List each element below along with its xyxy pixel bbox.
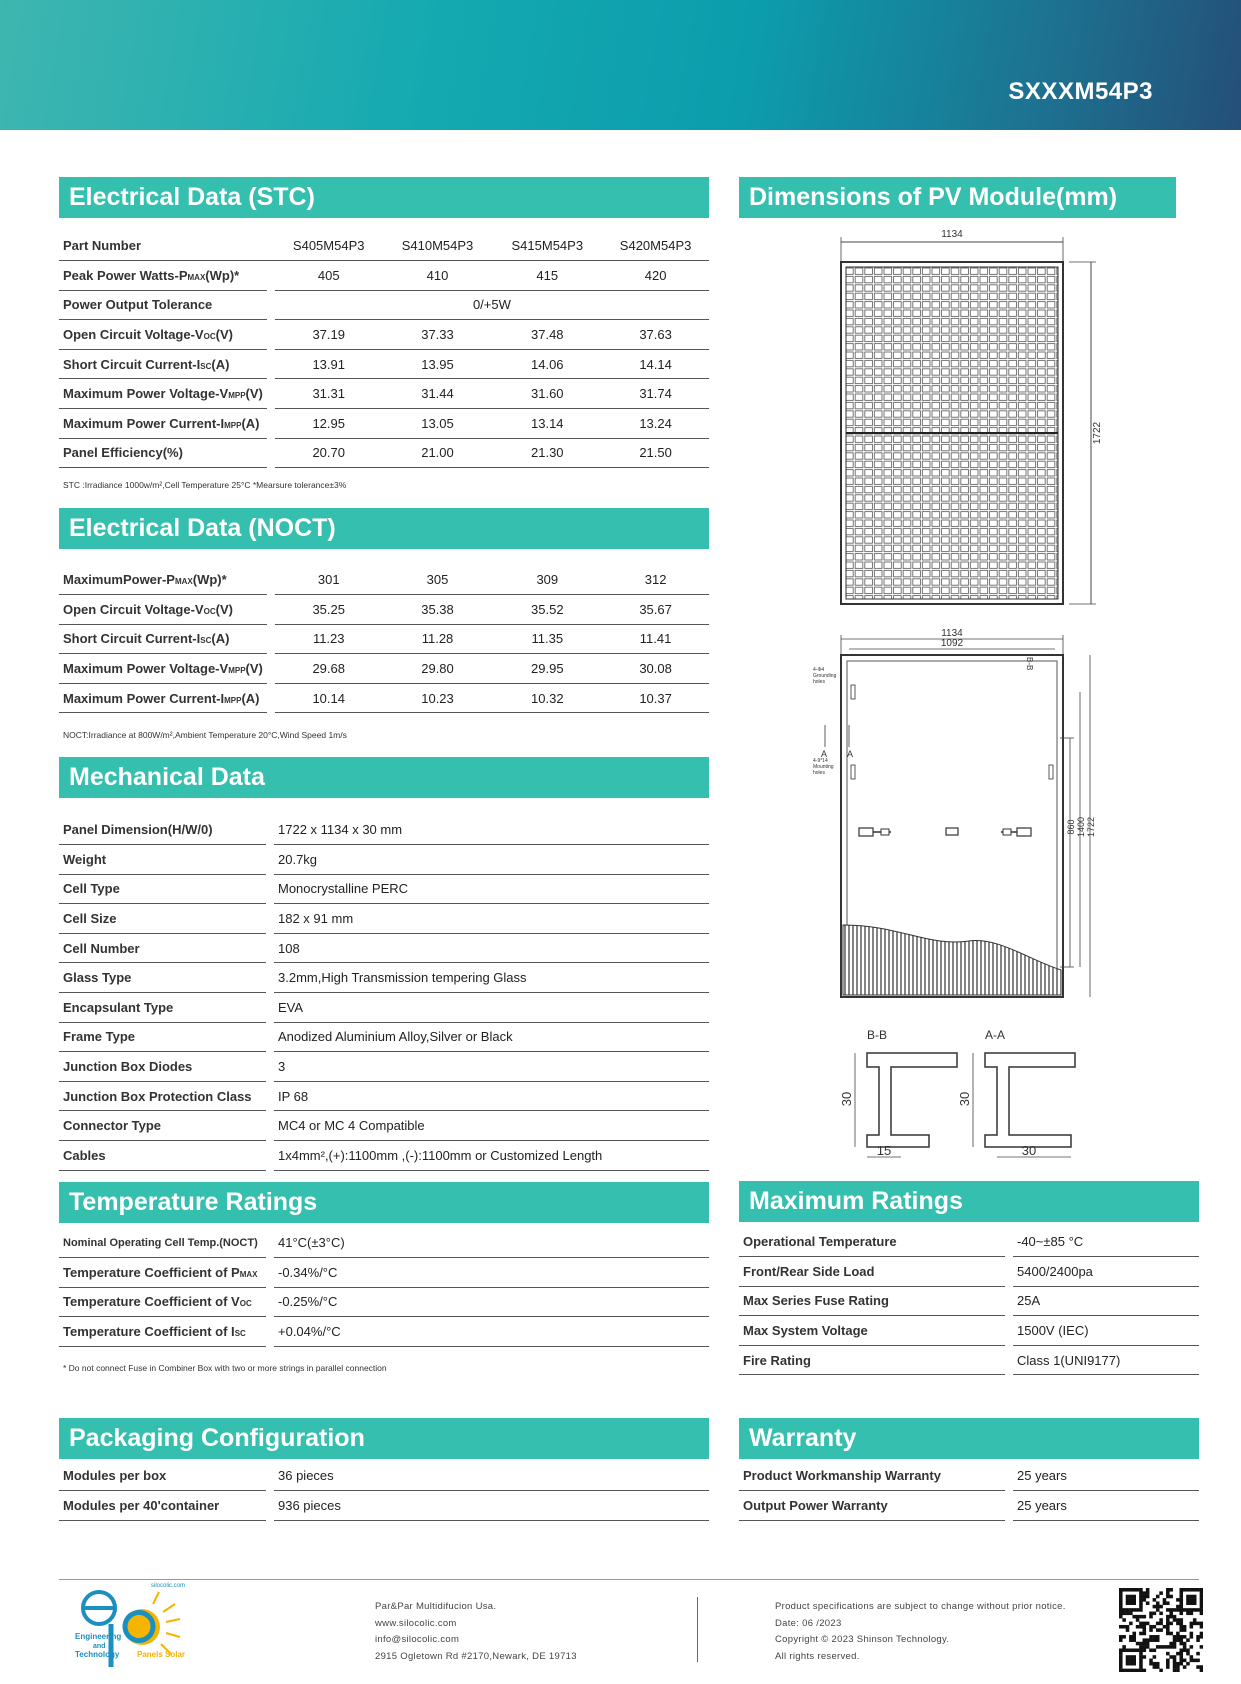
row-label <box>739 1316 1005 1346</box>
table-cell: 31.60 <box>492 379 602 409</box>
row-label-text: Glass Type <box>63 970 132 986</box>
noct-row <box>59 624 709 654</box>
mechanical-row <box>59 1111 709 1141</box>
table-cell: 305 <box>383 565 493 595</box>
row-label-subscript: MPP <box>224 695 242 705</box>
merged-value: 0/+5W <box>275 290 709 320</box>
table-cell: 37.19 <box>275 320 383 350</box>
table-cell: 35.52 <box>492 595 602 625</box>
max_ratings-row <box>739 1345 1199 1375</box>
mechanical-row <box>59 845 709 875</box>
row-label-text: Junction Box Diodes <box>63 1059 193 1075</box>
row-label <box>59 845 266 875</box>
rear-width-label: 1134 <box>941 628 963 639</box>
row-label <box>59 683 267 713</box>
noct-table <box>59 565 709 713</box>
row-value: 1500V (IEC) <box>1013 1316 1199 1346</box>
row-label-suffix: (A) <box>241 415 260 431</box>
max_ratings-row <box>739 1316 1199 1346</box>
mechanical-row <box>59 1052 709 1082</box>
row-label-text: Cell Type <box>63 881 120 897</box>
temperature-row <box>59 1228 709 1258</box>
stc-row <box>59 320 709 350</box>
row-label-text: Operational Temperature <box>743 1234 897 1250</box>
table-cell: 13.14 <box>492 409 602 439</box>
row-value: 1722 x 1134 x 30 mm <box>274 815 709 845</box>
row-label-text: Junction Box Protection Class <box>63 1088 252 1104</box>
table-cell: 29.68 <box>275 654 383 684</box>
rear-height-860: 860 <box>1066 819 1076 835</box>
section-a-left: A <box>821 749 828 759</box>
row-label-subscript: SC <box>200 636 212 646</box>
rear-height-1722: 1722 <box>1086 816 1096 838</box>
stc-row <box>59 409 709 439</box>
row-label-text: Cables <box>63 1147 106 1163</box>
row-value: 20.7kg <box>274 845 709 875</box>
row-label-text: Panel Dimension(H/W/0) <box>63 822 213 838</box>
row-label-suffix: (V) <box>245 661 263 677</box>
stc-note: STC :Irradiance 1000w/m²,Cell Temperature 25°C *Mearsure tolerance±3% <box>63 480 347 490</box>
row-label-text: Modules per 40'container <box>63 1497 220 1513</box>
table-cell: 11.41 <box>602 624 709 654</box>
table-cell: 21.30 <box>492 438 602 468</box>
table-cell: 12.95 <box>275 409 383 439</box>
header-band <box>0 0 1241 130</box>
row-label <box>59 1141 266 1171</box>
table-cell: 405 <box>275 261 383 291</box>
row-value: 41°C(±3°C) <box>274 1228 709 1258</box>
aa-height-label: 30 <box>957 1091 972 1107</box>
footer-separator <box>697 1597 698 1662</box>
front-width-label: 1134 <box>941 229 963 240</box>
row-label-subscript: SC <box>200 361 212 371</box>
table-cell: 13.95 <box>383 349 493 379</box>
footer-address: 2915 Ogletown Rd #2170,Newark, DE 19713 <box>375 1650 577 1662</box>
temperature-row <box>59 1317 709 1347</box>
mechanical-table <box>59 815 709 1171</box>
row-label-text: Connector Type <box>63 1118 161 1134</box>
max-ratings-table <box>739 1227 1199 1375</box>
row-label-text: Short Circuit Current-I <box>63 356 201 372</box>
model-name: S405M54P3 <box>275 231 383 261</box>
row-label-text: Weight <box>63 851 107 867</box>
row-label <box>59 1111 266 1141</box>
bb-section-label: B-B <box>867 1028 888 1042</box>
table-cell: 14.14 <box>602 349 709 379</box>
row-value: 108 <box>274 933 709 963</box>
row-label-text: Short Circuit Current-I <box>63 631 201 647</box>
part-number-label: Part Number <box>59 231 267 261</box>
table-cell: 29.80 <box>383 654 493 684</box>
row-label <box>59 1491 266 1521</box>
row-label <box>59 349 267 379</box>
row-label <box>59 815 266 845</box>
model-name: S420M54P3 <box>602 231 709 261</box>
row-label-subscript: MAX <box>239 1269 258 1279</box>
stc-section-title: Electrical Data (STC) <box>59 177 709 218</box>
table-cell: 10.14 <box>275 683 383 713</box>
warranty-row <box>739 1491 1199 1521</box>
row-label-text: Nominal Operating Cell Temp.(NOCT) <box>63 1236 258 1249</box>
table-cell: 35.67 <box>602 595 709 625</box>
table-cell: 301 <box>275 565 383 595</box>
table-cell: 37.33 <box>383 320 493 350</box>
row-label-text: Power Output Tolerance <box>63 297 213 313</box>
table-cell: 415 <box>492 261 602 291</box>
row-label <box>739 1461 1005 1491</box>
row-value: 5400/2400pa <box>1013 1257 1199 1287</box>
grounding-label: 4-Φ4 <box>813 667 825 673</box>
row-label-text: Open Circuit Voltage-V <box>63 601 204 617</box>
row-label <box>59 261 267 291</box>
row-label <box>739 1257 1005 1287</box>
row-label <box>59 933 266 963</box>
max_ratings-row <box>739 1227 1199 1257</box>
company-logo <box>75 1582 205 1672</box>
row-label-subscript: OC <box>203 332 216 342</box>
row-value: 3.2mm,High Transmission tempering Glass <box>274 963 709 993</box>
bb-width-label: 15 <box>876 1143 892 1158</box>
row-label-text: Output Power Warranty <box>743 1497 888 1513</box>
row-label <box>59 1081 266 1111</box>
row-label-subscript: MAX <box>174 577 193 587</box>
mechanical-row <box>59 1081 709 1111</box>
row-value: Class 1(UNI9177) <box>1013 1345 1199 1375</box>
row-label-text: MaximumPower-P <box>63 572 175 588</box>
row-value: 36 pieces <box>274 1461 709 1491</box>
row-value: MC4 or MC 4 Compatible <box>274 1111 709 1141</box>
table-cell: 35.38 <box>383 595 493 625</box>
footer-legal <box>775 1599 1066 1665</box>
rear-inner-width-label: 1092 <box>940 638 964 649</box>
row-label <box>59 904 266 934</box>
row-label <box>59 963 266 993</box>
row-label-text: Maximum Power Current-I <box>63 690 225 706</box>
footer-copyright: Copyright © 2023 Shinson Technology. <box>775 1634 950 1645</box>
rear-height-1400: 1400 <box>1076 816 1086 838</box>
row-value: 1x4mm²,(+):1100mm ,(-):1100mm or Customized Length <box>274 1141 709 1171</box>
mechanical-row <box>59 963 709 993</box>
row-value: IP 68 <box>274 1081 709 1111</box>
row-label <box>59 654 267 684</box>
row-value: -40~±85 °C <box>1013 1227 1199 1257</box>
row-label-suffix: (V) <box>245 386 263 402</box>
dimensions-section-title: Dimensions of PV Module(mm) <box>739 177 1176 218</box>
row-label-text: Maximum Power Current-I <box>63 415 225 431</box>
row-label-text: Maximum Power Voltage-V <box>63 661 229 677</box>
row-label <box>59 1258 266 1288</box>
row-value: 936 pieces <box>274 1491 709 1521</box>
row-label-text: Product Workmanship Warranty <box>743 1468 941 1484</box>
row-value: -0.34%/°C <box>274 1258 709 1288</box>
row-label <box>59 438 267 468</box>
row-label-suffix: (V) <box>215 601 233 617</box>
table-cell: 31.74 <box>602 379 709 409</box>
stc-row <box>59 379 709 409</box>
logo-line-4: Panels Solar <box>137 1650 186 1659</box>
row-value: +0.04%/°C <box>274 1317 709 1347</box>
logo-line-2: and <box>93 1643 106 1650</box>
table-cell: 37.63 <box>602 320 709 350</box>
row-label <box>59 595 267 625</box>
row-label-text: Front/Rear Side Load <box>743 1263 875 1279</box>
row-label-suffix: (A) <box>211 356 230 372</box>
row-value: -0.25%/°C <box>274 1287 709 1317</box>
stc-row <box>59 438 709 468</box>
table-cell: 10.23 <box>383 683 493 713</box>
row-label <box>59 290 267 320</box>
row-label-subscript: MPP <box>228 666 246 676</box>
row-label-subscript: MPP <box>228 391 246 401</box>
table-cell: 30.08 <box>602 654 709 684</box>
mechanical-row <box>59 933 709 963</box>
table-cell: 21.00 <box>383 438 493 468</box>
row-label-text: Panel Efficiency(%) <box>63 445 183 461</box>
rear-bb-tag: B-B <box>1025 657 1034 671</box>
row-label-text: Fire Rating <box>743 1352 811 1368</box>
footer-website[interactable]: www.silocolic.com <box>375 1617 457 1629</box>
row-label-suffix: (Wp)* <box>192 572 227 588</box>
row-label-text: Temperature Coefficient of I <box>63 1324 235 1340</box>
model-name: S415M54P3 <box>492 231 602 261</box>
stc-table <box>59 231 709 468</box>
table-cell: 13.24 <box>602 409 709 439</box>
row-label-text: Modules per box <box>63 1468 167 1484</box>
row-label <box>59 1317 266 1347</box>
table-cell: 37.48 <box>492 320 602 350</box>
mechanical-row <box>59 993 709 1023</box>
row-label-text: Cell Number <box>63 940 140 956</box>
stc-row <box>59 261 709 291</box>
row-label-suffix: (Wp)* <box>205 267 240 283</box>
section-a-right: A <box>847 749 854 759</box>
temperature-note: * Do not connect Fuse in Combiner Box with two or more strings in parallel connection <box>63 1363 387 1373</box>
model-code: SXXXM54P3 <box>1008 78 1153 105</box>
row-label <box>59 409 267 439</box>
aa-section-label: A-A <box>985 1028 1006 1042</box>
row-label <box>59 1052 266 1082</box>
table-cell: 14.06 <box>492 349 602 379</box>
row-label-text: Peak Power Watts-P <box>63 267 188 283</box>
noct-note: NOCT:Irradiance at 800W/m²,Ambient Temperature 20°C,Wind Speed 1m/s <box>63 730 347 740</box>
row-label <box>59 1228 266 1258</box>
row-value: EVA <box>274 993 709 1023</box>
noct-row <box>59 683 709 713</box>
row-label <box>739 1227 1005 1257</box>
svg-text:Grounding: Grounding <box>813 673 837 679</box>
mechanical-row <box>59 1022 709 1052</box>
table-cell: 11.28 <box>383 624 493 654</box>
max_ratings-row <box>739 1286 1199 1316</box>
row-label <box>59 379 267 409</box>
row-label <box>739 1286 1005 1316</box>
table-cell: 31.44 <box>383 379 493 409</box>
model-name: S410M54P3 <box>383 231 493 261</box>
row-label-text: Maximum Power Voltage-V <box>63 386 229 402</box>
table-cell: 11.35 <box>492 624 602 654</box>
row-value: 25 years <box>1013 1461 1199 1491</box>
table-cell: 410 <box>383 261 493 291</box>
row-label-text: Frame Type <box>63 1029 136 1045</box>
temperature-table <box>59 1228 709 1347</box>
mechanical-row <box>59 874 709 904</box>
table-cell: 10.37 <box>602 683 709 713</box>
warranty-section-title: Warranty <box>739 1418 1199 1459</box>
table-cell: 21.50 <box>602 438 709 468</box>
table-cell: 13.91 <box>275 349 383 379</box>
row-label-subscript: OC <box>239 1299 252 1309</box>
mechanical-row <box>59 1141 709 1171</box>
row-label-text: Temperature Coefficient of V <box>63 1294 240 1310</box>
row-label-suffix: (A) <box>241 690 260 706</box>
row-value: Anodized Aluminium Alloy,Silver or Black <box>274 1022 709 1052</box>
packaging-table <box>59 1461 709 1521</box>
row-label-text: Max Series Fuse Rating <box>743 1293 889 1309</box>
logo-site: silocolic.com <box>151 1583 186 1589</box>
temperature-row <box>59 1287 709 1317</box>
packaging-section-title: Packaging Configuration <box>59 1418 709 1459</box>
row-label <box>59 1461 266 1491</box>
svg-text:holes: holes <box>813 679 825 685</box>
table-cell: 13.05 <box>383 409 493 439</box>
noct-row <box>59 565 709 595</box>
row-label <box>59 624 267 654</box>
table-cell: 420 <box>602 261 709 291</box>
row-label <box>59 565 267 595</box>
row-value: 3 <box>274 1052 709 1082</box>
max_ratings-row <box>739 1257 1199 1287</box>
packaging-row <box>59 1491 709 1521</box>
row-value: 25A <box>1013 1286 1199 1316</box>
row-label-text: Encapsulant Type <box>63 999 174 1015</box>
row-value: 25 years <box>1013 1491 1199 1521</box>
temperature-section-title: Temperature Ratings <box>59 1182 709 1223</box>
noct-row <box>59 595 709 625</box>
svg-text:Mounting: Mounting <box>813 764 834 770</box>
table-cell: 309 <box>492 565 602 595</box>
table-cell: 10.32 <box>492 683 602 713</box>
table-cell: 312 <box>602 565 709 595</box>
row-label <box>59 993 266 1023</box>
row-label-text: Open Circuit Voltage-V <box>63 327 204 343</box>
warranty-row <box>739 1461 1199 1491</box>
noct-row <box>59 654 709 684</box>
table-cell: 31.31 <box>275 379 383 409</box>
table-cell: 29.95 <box>492 654 602 684</box>
bb-height-label: 30 <box>839 1091 854 1107</box>
row-label-subscript: OC <box>203 606 216 616</box>
footer-disclaimer: Product specifications are subject to change without prior notice. <box>775 1601 1066 1612</box>
logo-line-1: Engineering <box>75 1632 122 1641</box>
logo-line-3: Technology <box>75 1650 120 1659</box>
row-label-suffix: (V) <box>215 327 233 343</box>
pv-module-drawing <box>739 225 1176 1175</box>
row-value: Monocrystalline PERC <box>274 874 709 904</box>
packaging-row <box>59 1461 709 1491</box>
row-label-subscript: SC <box>234 1329 246 1339</box>
footer-company: Par&Par Multidifucion Usa. <box>375 1601 497 1612</box>
stc-header-row <box>59 231 709 261</box>
row-label <box>739 1345 1005 1375</box>
svg-text:holes: holes <box>813 770 825 776</box>
footer-date: Date: 06 /2023 <box>775 1617 842 1629</box>
mechanical-row <box>59 815 709 845</box>
temperature-row <box>59 1258 709 1288</box>
row-label-suffix: (A) <box>211 631 230 647</box>
table-cell: 11.23 <box>275 624 383 654</box>
row-label <box>59 320 267 350</box>
mechanical-row <box>59 904 709 934</box>
row-label-subscript: MPP <box>224 420 242 430</box>
aa-width-label: 30 <box>1021 1143 1037 1158</box>
row-value: 182 x 91 mm <box>274 904 709 934</box>
stc-row <box>59 290 709 320</box>
table-cell: 35.25 <box>275 595 383 625</box>
row-label <box>59 1022 266 1052</box>
row-label-text: Cell Size <box>63 911 117 927</box>
row-label <box>739 1491 1005 1521</box>
footer-email[interactable]: info@silocolic.com <box>375 1634 460 1645</box>
noct-section-title: Electrical Data (NOCT) <box>59 508 709 549</box>
table-cell: 20.70 <box>275 438 383 468</box>
row-label-text: Max System Voltage <box>743 1323 868 1339</box>
mechanical-section-title: Mechanical Data <box>59 757 709 798</box>
stc-row <box>59 349 709 379</box>
footer-rights: All rights reserved. <box>775 1650 860 1662</box>
row-label <box>59 874 266 904</box>
warranty-table <box>739 1461 1199 1521</box>
max-ratings-section-title: Maximum Ratings <box>739 1181 1199 1222</box>
row-label <box>59 1287 266 1317</box>
footer-contact <box>375 1599 577 1665</box>
front-height-label: 1722 <box>1092 421 1103 445</box>
qr-code[interactable] <box>1119 1588 1203 1672</box>
mounting-label: 4-9*14 <box>813 758 828 764</box>
row-label-text: Temperature Coefficient of P <box>63 1264 240 1280</box>
row-label-subscript: MAX <box>187 272 206 282</box>
footer-rule <box>59 1579 1199 1580</box>
